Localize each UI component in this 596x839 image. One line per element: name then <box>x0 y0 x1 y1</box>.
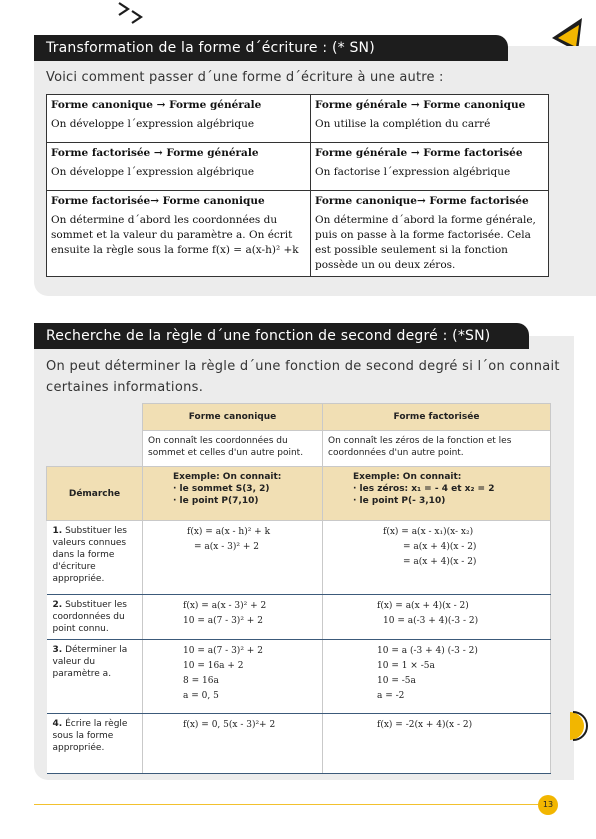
formula-line: 10 = a(7 - 3)² + 2 <box>183 646 263 656</box>
cell-text: On détermine d´abord les coordonnées du sommet et la valeur du paramètre a. On écrit ensuite la règle sous la forme f(x) = a(x-h)² +k <box>51 214 299 256</box>
cell-title: Forme factorisée → Forme générale <box>51 147 259 159</box>
table-cell <box>47 95 311 143</box>
cell-title: Forme générale → Forme factorisée <box>315 147 523 159</box>
formula-line: a = -2 <box>377 691 405 701</box>
formula-line: = a(x - 3)² + 2 <box>194 542 259 552</box>
cell-title: Forme générale → Forme canonique <box>315 99 526 111</box>
empty-cell <box>47 404 143 431</box>
formula-line: = a(x + 4)(x - 2) <box>403 557 477 567</box>
desc-canonique: On connaît les coordonnées du sommet et celles d'un autre point. <box>143 431 323 467</box>
formula-line: f(x) = a(x - h)² + k <box>187 527 271 537</box>
example-head: Exemple: On connait: <box>353 472 462 482</box>
formula-line: f(x) = a(x - 3)² + 2 <box>183 601 267 611</box>
table-row <box>47 521 551 595</box>
step-number: 3. <box>52 645 63 655</box>
step-number: 2. <box>52 600 63 610</box>
formula-line: a = 0, 5 <box>183 691 219 701</box>
section1-title: Transformation de la forme d´écriture : (* SN) <box>34 35 508 61</box>
formula-line: 10 = a(-3 + 4)(-3 - 2) <box>383 616 479 626</box>
section1-intro: Voici comment passer d´une forme d´écriture à une autre : <box>46 70 444 85</box>
half-circle-icon <box>564 708 596 744</box>
table-cell <box>311 95 549 143</box>
step-text: Déterminer la valeur du paramètre a. <box>52 645 128 679</box>
step-label <box>47 714 143 774</box>
step-label <box>47 521 143 595</box>
cell-text: On détermine d´abord la forme générale, puis on passe à la forme factorisée. Cela est possible seulement si la fonction possède un ou deux zéros. <box>315 214 536 271</box>
example-line: · le point P(- 3,10) <box>353 496 446 506</box>
example-line: · les zéros: x₁ = - 4 et x₂ = 2 <box>353 484 495 494</box>
cell-title: Forme canonique → Forme générale <box>51 99 262 111</box>
table-row <box>47 431 551 467</box>
formula-cell <box>323 640 551 714</box>
example-head: Exemple: On connait: <box>173 472 282 482</box>
table-row <box>47 714 551 774</box>
formula-line: f(x) = a(x + 4)(x - 2) <box>377 601 469 611</box>
formula-line: 8 = 16a <box>183 676 219 686</box>
formula-cell <box>323 521 551 595</box>
second-degree-table <box>46 403 551 774</box>
formula-cell <box>143 521 323 595</box>
table-cell <box>311 191 549 277</box>
double-chevron-icon <box>116 2 146 24</box>
col-header-canonique: Forme canonique <box>143 404 323 431</box>
formula-line: f(x) = a(x - x₁)(x- x₂) <box>383 527 474 537</box>
formula-line: 10 = a (-3 + 4) (-3 - 2) <box>377 646 478 656</box>
formula-cell <box>323 595 551 640</box>
example-line: · le point P(7,10) <box>173 496 259 506</box>
formula-line: f(x) = 0, 5(x - 3)²+ 2 <box>183 720 276 730</box>
cell-text: On développe l´expression algébrique <box>51 166 255 178</box>
section2-title: Recherche de la règle d´une fonction de second degré : (*SN) <box>34 323 529 349</box>
step-number: 4. <box>52 719 63 729</box>
table-row <box>47 467 551 521</box>
table-row <box>47 191 549 277</box>
formula-cell <box>143 714 323 774</box>
step-label <box>47 640 143 714</box>
cell-text: On développe l´expression algébrique <box>51 118 255 130</box>
table-cell <box>47 143 311 191</box>
step-label <box>47 595 143 640</box>
table-row <box>47 143 549 191</box>
cell-title: Forme canonique→ Forme factorisée <box>315 195 529 207</box>
formula-cell <box>143 595 323 640</box>
footer-line <box>34 804 538 805</box>
step-number: 1. <box>52 526 63 536</box>
step-text: Substituer les coordonnées du point connu. <box>52 600 127 634</box>
desc-factorisee: On connaît les zéros de la fonction et les coordonnées d'un autre point. <box>323 431 551 467</box>
cell-text: On factorise l´expression algébrique <box>315 166 511 178</box>
table-row <box>47 595 551 640</box>
table-row <box>47 404 551 431</box>
formula-line: 10 = -5a <box>377 676 416 686</box>
transformation-table <box>46 94 549 277</box>
cell-title: Forme factorisée→ Forme canonique <box>51 195 265 207</box>
formula-cell <box>323 714 551 774</box>
cell-text: On utilise la complétion du carré <box>315 118 491 130</box>
col-header-factorisee: Forme factorisée <box>323 404 551 431</box>
formula-line: 10 = 16a + 2 <box>183 661 244 671</box>
table-row <box>47 640 551 714</box>
example-canonique <box>143 467 323 521</box>
section2-intro: On peut déterminer la règle d´une fonction de second degré si l´on connait certaines informations. <box>46 359 560 395</box>
empty-cell <box>47 431 143 467</box>
formula-line: 10 = 1 × -5a <box>377 661 435 671</box>
table-row <box>47 95 549 143</box>
formula-line: f(x) = -2(x + 4)(x - 2) <box>377 720 473 730</box>
formula-line: 10 = a(7 - 3)² + 2 <box>183 616 263 626</box>
step-text: Substituer les valeurs connues dans la forme d'écriture appropriée. <box>52 526 127 584</box>
example-line: · le sommet S(3, 2) <box>173 484 270 494</box>
formula-cell <box>143 640 323 714</box>
example-factorisee <box>323 467 551 521</box>
demarche-label: Démarche <box>47 467 143 521</box>
page-number: 13 <box>538 795 558 815</box>
table-cell <box>311 143 549 191</box>
formula-line: = a(x + 4)(x - 2) <box>403 542 477 552</box>
table-cell <box>47 191 311 277</box>
step-text: Écrire la règle sous la forme appropriée. <box>52 719 128 753</box>
